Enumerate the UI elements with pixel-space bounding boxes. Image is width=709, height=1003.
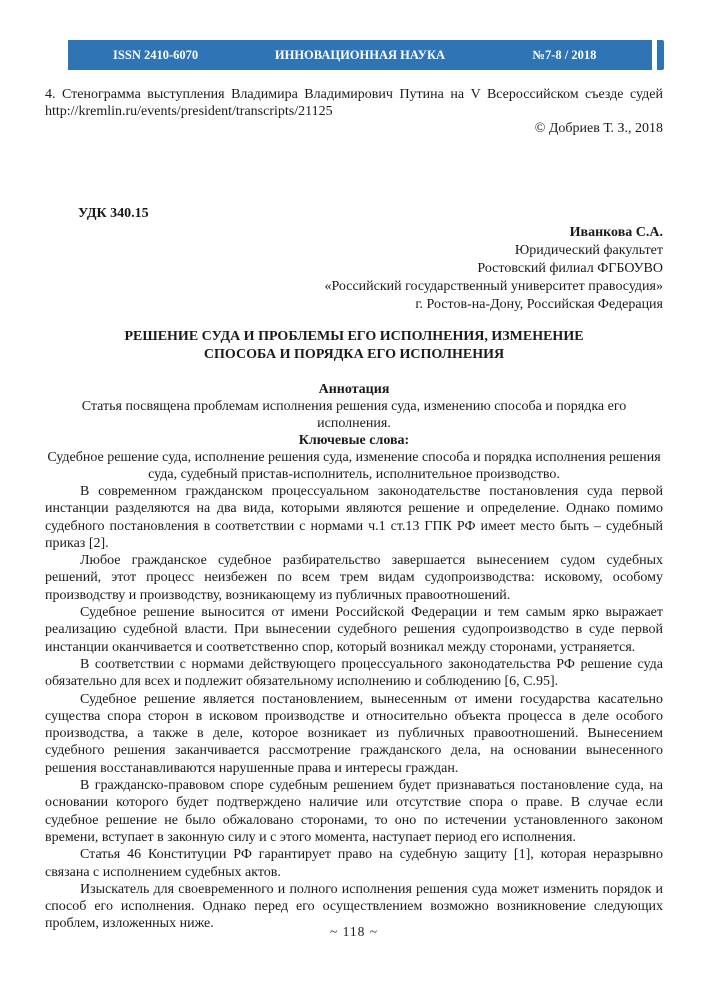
body-paragraph: Любое гражданское судебное разбирательство завершается вынесением судом судебных решений, этот процесс неизбежен по всем трем видам судопроизводства: исковому, особому производству и производству, возникающему из публичных правоотношений.	[45, 553, 663, 603]
abstract-heading: Аннотация	[318, 382, 390, 397]
author-name: Иванкова С.А.	[569, 225, 663, 240]
affiliation-line: Ростовский филиал ФГБОУВО	[477, 261, 663, 276]
affiliation-line: Юридический факультет	[514, 243, 663, 258]
journal-header-bar	[68, 40, 652, 70]
abstract-text: Статья посвящена проблемам исполнения решения суда, изменению способа и порядка его исполнения.	[81, 399, 627, 431]
body-paragraph: В гражданско-правовом споре судебным решением будет признаваться постановление суда, на основании которого будет подтверждено наличие или отсутствие спора о праве. В случае если судебное решение не было обжаловано сторонами, то оно по истечении установленного законом времени, вступает в законную силу и с этого момента, наступает период его исполнения.	[45, 778, 663, 845]
reference-entry	[45, 86, 663, 120]
article-title-line: СПОСОБА И ПОРЯДКА ЕГО ИСПОЛНЕНИЯ	[203, 347, 505, 362]
body-paragraph: Судебное решение выносится от имени Российской Федерации и тем самым ярко выражает реализацию судебной власти. При вынесении судебного решения судопроизводство в суде первой инстанции оканчивается и соответственно спор, который возникал между сторонами, устраняется.	[45, 605, 663, 655]
journal-issue: №7-8 / 2018	[532, 47, 597, 62]
udk-code: УДК 340.15	[78, 206, 149, 221]
body-paragraph: Изыскатель для своевременного и полного исполнения решения суда может изменить порядок и способ его исполнения. Однако перед его осуществлением возможно возникновение следующих проблем, изложенных ниже.	[45, 881, 663, 932]
keywords-heading: Ключевые слова:	[298, 433, 410, 448]
copyright-line: © Добриев Т. З., 2018	[534, 121, 663, 136]
header-bar-edge-strip	[657, 40, 664, 70]
body-paragraph: В современном гражданском процессуальном законодательстве постановления суда первой инстанции разделяются на два вида, которыми являются решение и определение. Однако помимо судебного постановления в соответствии с нормами ч.1 ст.13 ГПК РФ имеет место быть – судебный приказ [2].	[45, 484, 663, 551]
article-body	[45, 483, 663, 933]
author-block	[45, 224, 663, 314]
body-paragraph: Статья 46 Конституции РФ гарантирует право на судебную защиту [1], которая неразрывно связана с исполнением судебных актов.	[45, 847, 663, 880]
abstract-section	[45, 381, 663, 483]
affiliation-line: «Российский государственный университет правосудия»	[324, 279, 663, 294]
affiliation-line: г. Ростов-на-Дону, Российская Федерация	[415, 297, 663, 312]
keywords-text: Судебное решение суда, исполнение решения суда, изменение способа и порядка исполнения решения суда, судебный пристав-исполнитель, исполнительное производство.	[47, 450, 661, 482]
body-paragraph: Судебное решение является постановлением, вынесенным от имени государства касательно существа спора сторон в исковом производстве и относительно объекта процесса в деле особого производства, а также в деле, которое возникает из публичных правоотношений. Вынесением судебного решения заканчивается рассмотрение гражданского дела, на основании вынесенного решения восстанавливаются нарушенные права и интересы граждан.	[45, 691, 663, 776]
journal-title: ИННОВАЦИОННАЯ НАУКА	[274, 47, 446, 62]
article-title-line: РЕШЕНИЕ СУДА И ПРОБЛЕМЫ ЕГО ИСПОЛНЕНИЯ, ИЗМЕНЕНИЕ	[124, 329, 584, 344]
page-number: ~ 118 ~	[329, 924, 379, 939]
journal-issn: ISSN 2410-6070	[113, 47, 199, 62]
article-title	[45, 328, 663, 364]
reference-url: http://kremlin.ru/events/president/transcripts/21125	[45, 104, 333, 119]
body-paragraph: В соответствии с нормами действующего процессуального законодательства РФ решение суда обязательно для всех и подлежит обязательному исполнению и соблюдению [6, С.95].	[45, 656, 663, 690]
reference-text: 4. Стенограмма выступления Владимира Владимирович Путина на V Всероссийском съезде судей	[45, 87, 663, 102]
